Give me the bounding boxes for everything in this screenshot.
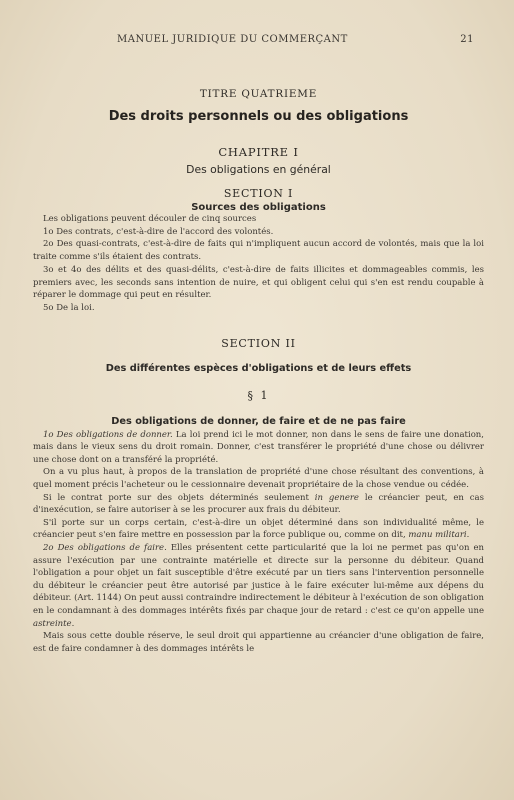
latin-term: manu militari — [408, 530, 467, 541]
term-emphasis: astreinte — [33, 618, 72, 629]
paragraph-text: Si le contrat porte sur des objets déterminés seulement — [43, 492, 315, 503]
section-1-body — [33, 213, 484, 315]
section-1-label: SECTION I — [223, 187, 294, 200]
paragraph: 2o Des quasi-contrats, c'est-à-dire de faits qui n'impliquent aucun accord de volontés, mais que la loi traite comme s'ils étaient des contrats. — [33, 239, 484, 263]
paragraph-text: . — [71, 618, 75, 629]
paragraph — [33, 492, 484, 517]
section-1-subtitle: Sources des obligations — [191, 202, 326, 213]
subsection-heading: Des obligations de donner, de faire et de ne pas faire — [111, 415, 406, 427]
paragraph-text: . — [466, 530, 470, 541]
paragraph-text: La loi prend ici le mot donner, non dans le sens de faire une donation, mais dans le vieux sens du droit romain. Donner, c'est transférer le propriété d'une chose ou délivrer une chose dont on a transféré la propriété. — [33, 429, 484, 465]
paragraph-mark: § 1 — [247, 388, 270, 402]
latin-term: in genere — [314, 492, 359, 503]
paragraph-text: le créancier peut, en cas d'inexécution, se faire autoriser à se les procurer aux frais du débiteur. — [33, 492, 484, 516]
running-head — [33, 34, 484, 45]
chapter-subtitle: Des obligations en général — [186, 163, 331, 176]
paragraph — [33, 429, 484, 467]
paragraph: 5o De la loi. — [43, 302, 95, 313]
paragraph — [33, 517, 484, 542]
paragraph — [33, 542, 484, 630]
paragraph-lead: 1o Des obligations de donner. — [43, 429, 173, 440]
section-2-label: SECTION II — [221, 336, 296, 350]
section-2-body — [33, 429, 484, 656]
paragraph: On a vu plus haut, à propos de la translation de propriété d'une chose résultant des conventions, à quel moment précis l'acheteur ou le cessionnaire devenait propriétaire de la chose vendue ou cédée. — [33, 467, 484, 490]
paragraph-text: Elles présentent cette particularité que la loi ne permet pas qu'on en assure l'exécution par une contrainte matérielle et directe sur la personne du débiteur. Quand l'obligation a pour objet un fait susceptible d'être exécuté par un tiers sans l'intervention personnelle du débiteur le créancier peut être autorisé par justice à le faire exécuter lui-même aux dépens du débiteur. (Art. 1144) On peut aussi contraindre indirectement le débiteur à l'exécution de son obligation en le condamnant à des dommages intérêts fixés par chaque jour de retard : c'est ce qu'on appelle une — [33, 542, 484, 616]
running-head-title: MANUEL JURIDIQUE DU COMMERÇANT — [117, 34, 348, 45]
paragraph: 1o Des contrats, c'est-à-dire de l'accord des volontés. — [43, 226, 274, 237]
section-2-subtitle: Des différentes espèces d'obligations et de leurs effets — [105, 362, 412, 374]
paragraph: Les obligations peuvent découler de cinq sources — [43, 214, 257, 224]
paragraph-text: S'il porte sur un corps certain, c'est-à-dire un objet déterminé dans son individualité même, le créancier peut s'en faire mettre en possession par la force publique ou, comme on dit, — [33, 517, 484, 541]
titre-label: TITRE QUATRIEME — [199, 88, 318, 100]
chapter-label: CHAPITRE I — [218, 145, 299, 159]
titre-subtitle: Des droits personnels ou des obligations — [108, 109, 409, 124]
page-number: 21 — [460, 34, 474, 45]
paragraph: Mais sous cette double réserve, le seul droit qui appartienne au créancier d'une obligation de faire, est de faire condamner à des dommages intérêts le — [33, 631, 484, 654]
paragraph-lead: 2o Des obligations de faire. — [43, 542, 167, 553]
paragraph: 3o et 4o des délits et des quasi-délits, c'est-à-dire de faits illicites et dommageables commis, les premiers avec, les seconds sans intention de nuire, et qui obligent celui qui s'en est rendu coupable à réparer le dommage qui peut en résulter. — [33, 264, 484, 301]
